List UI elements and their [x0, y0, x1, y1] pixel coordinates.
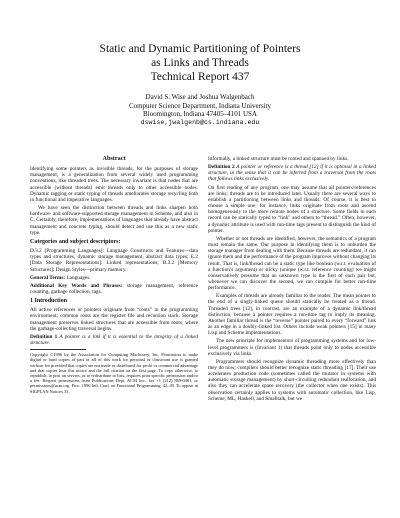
abstract-paragraph-2: We have seen the distinction between threads and links sharpen both hardware- and software-supported storage management in Scheme, and also in C. Certainly, therefore, implementations of languages that already have abstract management and concrete typing, should detect and use this as a new static type. [30, 205, 198, 236]
categories-heading: Categories and subject descriptors: [30, 238, 121, 245]
definition-1-label: Definition 1 [30, 333, 58, 340]
right-paragraph-2: Whether or not threads are identified, however, the semantics of a program must remain the same. Our purpose in identifying them is to unburden the storage manager from dealing with them. Because threads are redundant, it can ignore them and the performance of the program improves without changing its result. That is, link/thread can be a static type like boolean (w.r.t. evaluation of a function’s argument) or sticky (unique (w.r.t. reference counting) we might conservatively presume that an unknown type is the first of each pair but, whenever we can discover the second, we can compile for better run-time performance. [208, 235, 376, 292]
footnote-rule [30, 349, 86, 350]
abstract-paragraph-1: Identifying some pointers as invisible threads, for the purposes of storage management, is a generalization from several widely used programming conventions, like threaded trees. The necessary invariant is that nodes that are accessible (without threads) emit threads only to other accessible nodes. Dynamic tagging or static typing of threads ameliorates storage recycling both in functional and imperative languages. [30, 166, 198, 203]
author-department: Computer Science Department, Indiana University [128, 101, 272, 110]
abstract-heading: Abstract [102, 155, 126, 162]
right-column [208, 156, 376, 404]
introduction-paragraph-1: All active references or pointers originate from “roots” in the programming environment; common roots are the register file and recursion stack. Storage management preserves linked structures that are accessible from roots, where the garbage-collecting traversal begins. [30, 307, 198, 332]
title-line-3: Technical Report 437 [150, 71, 250, 83]
right-paragraph-0: Informally, a linked structure must be rooted and spanned by links. [208, 156, 349, 162]
author-address: Bloomington, Indiana 47405–4101 USA [143, 110, 257, 119]
categories-text: D.3.2 [Programming Languages]: Language Constructs and Features—data types and structures, dynamic storage management, abstract data types; E.2 [Data Storage Representations]: Linked representations; B.3.2 [Memory Structures]: Design Styles—primary memory. [30, 248, 198, 273]
title-line-2: as Links and Threads [151, 57, 249, 69]
general-terms-label: General Terms: [30, 274, 66, 281]
introduction-heading: 1 Introduction [30, 298, 68, 305]
right-paragraph-5: Programmers should recognize dynamic threading more effectively than they do now; compilers should better recognize static threading [17]. Their use accelerates production code (sometimes called the mutator in systems with automatic storage management) by short-circuiting redundant reallocation, and also they can accelerate space recovery (the collector when one exists). This observation certainly applies to systems with automatic collection, like Lisp, Scheme, ML, Haskell, and Smalltalk, but we [208, 358, 376, 402]
general-terms-value: Languages. [66, 274, 91, 281]
general-terms [30, 275, 198, 281]
author-names: David S. Wise and Joshua Walgenbach [145, 93, 255, 101]
paper-title [0, 42, 400, 84]
left-column [30, 156, 198, 394]
definition-1-text: A pointer is a link if it is essential to the integrity of a linked structure. [30, 333, 198, 347]
author-block [0, 93, 400, 127]
additional-keywords-label: Additional Key Words and Phrases: [30, 282, 123, 289]
author-emails: dswise,jwalgenb@cs.indiana.edu [140, 118, 260, 126]
title-line-1: Static and Dynamic Partitioning of Pointers [99, 43, 301, 55]
definition-2-label: Definition 2 [208, 164, 235, 171]
definition-2-text: A pointer or reference is a thread [12] if it is optional in a linked structure, in the sense that it can be inferred from a traversal from the roots that follows links exclusively. [208, 164, 377, 183]
definition-2 [208, 164, 376, 182]
additional-keywords [30, 283, 198, 295]
additional-keywords-value: storage management, reference counting, garbage collection, tags. [30, 282, 198, 295]
right-paragraph-4: The new principle for implementors of programming systems and for low-level programmers is (Invariant 1) that threads point only to nodes accessible exclusively via links. [208, 338, 376, 357]
copyright-footnote: Copyright ©1996 by the Association for Computing Machinery, Inc. Permission to make digital or hard copies of part or all of this work for personal or classroom use is granted without fee provided that copies are not made or distributed for profit or commercial advantage and that copies bear this notice and the full citation on the first page. To copy otherwise, to republish, to post on servers, or to redistribute to lists, requires prior specific permission and/or a fee. Request permissions from Publications Dept, ACM Inc., fax +1 (212) 869-0481, or permissions@acm.org. Proc. 1996 Intl. Conf. on Functional Programming, 42–49. To appear in SIGPLAN Notices 31. [30, 352, 198, 394]
right-paragraph-1: On first reading of any program, one may assume that all pointers/references are links; threads are to be introduced later. Usually there are several ways to establish a partitioning between links and threads. Of course, it is best to choose a simple one; for instance, links originate from roots and ascend homogeneously to the more remote nodes of a structure. Some fields in each record can be statically typed to “link” and others to “thread.” Often, however, a dynamic attribute is used with run-time tags present to distinguish the kind of pointer. [208, 184, 376, 234]
right-paragraph-3: Examples of threads are already familiar to the reader. The mean pointer to the end of a singly-linked queue should statically be treated as a thread. Threaded trees [12], in contrast, are an example of a dynamic link/thread distinction, because a pointer requires a run-time tag to imply its meaning. Another familiar thread is the “reverse” pointer paired to every “forward” link as an edge in a doubly-linked list. Others include weak pointers [15] in many Lisp and Scheme implementations. [208, 293, 376, 337]
definition-1 [30, 334, 198, 346]
